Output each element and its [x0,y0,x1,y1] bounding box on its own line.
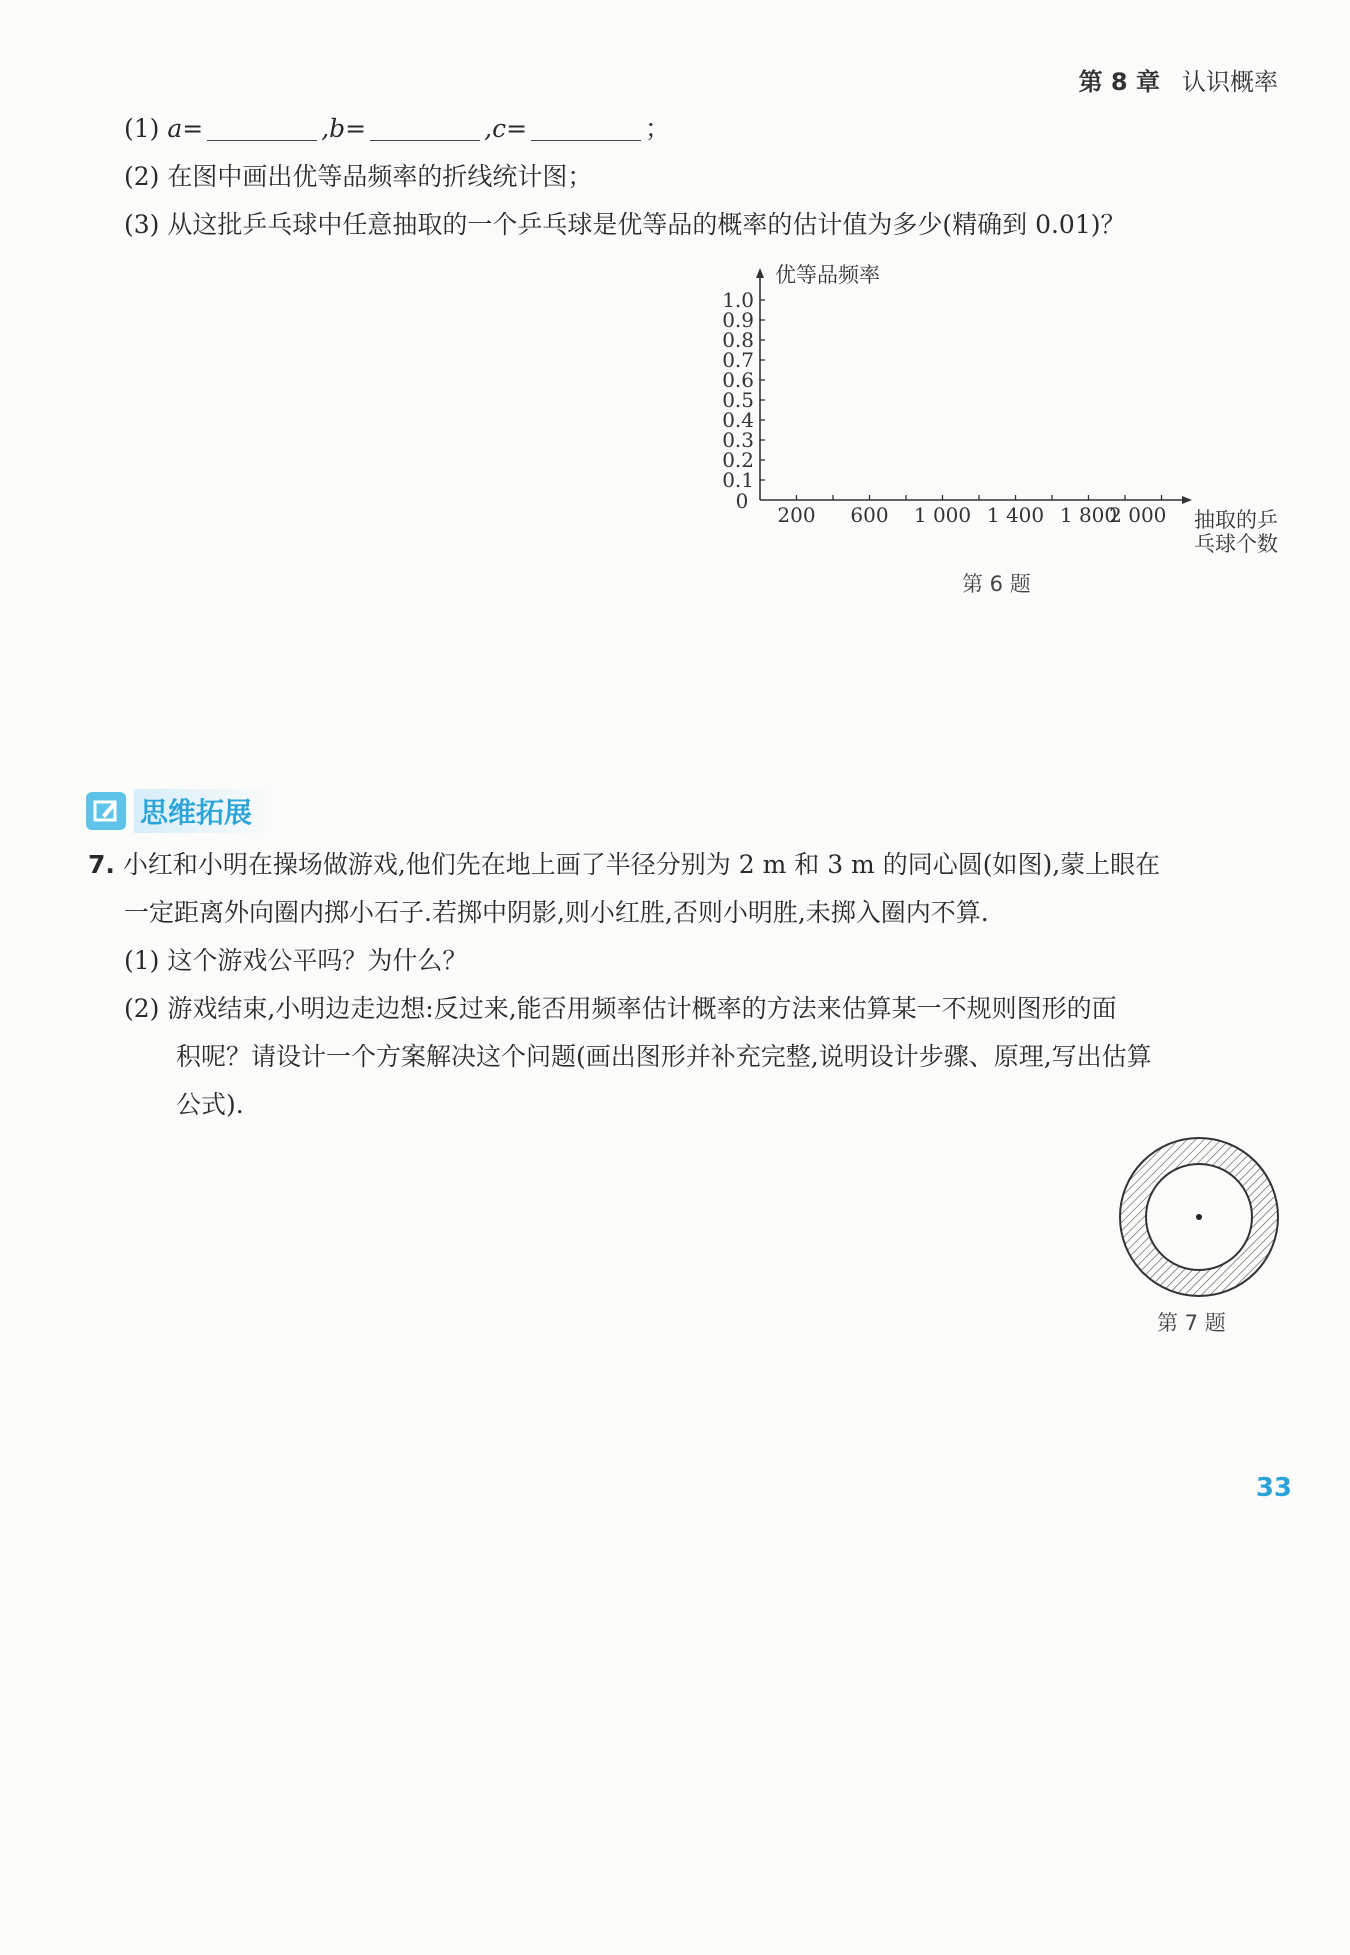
x-tick-label: 1 800 [1059,503,1118,527]
var-c: ,c [484,114,507,143]
q7-caption: 第 7 题 [1157,1311,1226,1335]
q7-part1: (1) 这个游戏公平吗？为什么？ [124,946,468,975]
equals-sign: = [182,114,204,143]
q7-stem-line1 [88,848,1160,882]
q7-stem-line2: 一定距离外向圈内掷小石子.若掷中阴影,则小红胜,否则小明胜,未掷入圈内不算. [124,898,989,927]
x-tick-label: 1 400 [986,503,1045,527]
equals-sign: = [345,114,367,143]
q6-caption: 第 6 题 [962,572,1031,596]
chapter-number: 第 8 章 [1078,68,1160,96]
y-tick-label: 0.9 [722,308,754,332]
q6-part1 [124,112,670,146]
x-tick-label: 200 [777,503,816,527]
x-tick-label: 1 000 [913,503,972,527]
y-tick-label: 0.2 [722,448,754,472]
y-tick-label: 0.5 [722,388,754,412]
y-tick-label: 0.6 [722,368,754,392]
q7-stem-text1: 小红和小明在操场做游戏,他们先在地上画了半径分别为 2 m 和 3 m 的同心圆(如图),蒙上眼在 [122,850,1161,879]
y-tick-label: 0.1 [722,468,754,492]
q7-part2-line2: 积呢？请设计一个方案解决这个问题(画出图形并补充完整,说明设计步骤、原理,写出估算 [176,1042,1152,1071]
y-tick-label: 0.8 [722,328,754,352]
origin-label: 0 [735,489,749,513]
section-title: 思维拓展 [134,789,274,833]
x-axis-arrow [1182,496,1192,504]
equals-sign: = [506,114,528,143]
semicolon: ； [645,114,671,143]
x-axis-label-line1: 抽取的乒 [1194,508,1278,532]
blank-b[interactable] [370,116,480,141]
q7-number: 7. [88,850,115,879]
y-tick-label: 0.3 [722,428,754,452]
q7-part2-line3: 公式). [176,1090,244,1119]
chapter-title: 认识概率 [1182,68,1278,96]
y-tick-label: 0.4 [722,408,754,432]
x-tick-label: 600 [850,503,889,527]
x-axis-label-line2: 乓球个数 [1194,532,1278,556]
section-header [86,789,274,833]
q7-part2-line1: (2) 游戏结束,小明边走边想:反过来,能否用频率估计概率的方法来估算某一不规则图形的面 [124,994,1117,1023]
y-tick-label: 0.7 [722,348,754,372]
q6-part1-prefix: (1) [124,114,168,143]
var-b: ,b [321,114,346,143]
center-point [1196,1214,1202,1220]
blank-a[interactable] [207,116,317,141]
y-axis-label: 优等品频率 [775,263,880,287]
chapter-header [1079,62,1278,97]
blank-c[interactable] [531,116,641,141]
page-number: 33 [1255,1473,1292,1503]
frequency-chart [700,252,1300,562]
q6-part3: (3) 从这批乒乓球中任意抽取的一个乒乓球是优等品的概率的估计值为多少(精确到 0.01)？ [124,210,1126,239]
y-tick-label: 1.0 [722,288,754,312]
concentric-circles-figure [1115,1135,1285,1305]
y-axis-arrow [756,268,764,278]
x-tick-label: 2 000 [1109,503,1167,527]
pencil-note-icon [86,792,126,830]
var-a: a [167,114,183,143]
q6-part2: (2) 在图中画出优等品频率的折线统计图； [124,162,593,191]
